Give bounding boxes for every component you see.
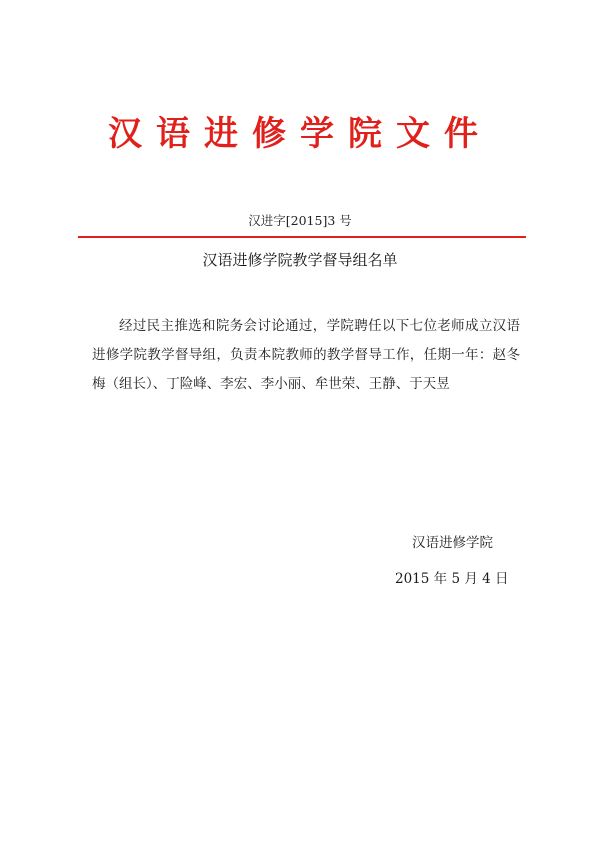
header-divider bbox=[78, 236, 526, 238]
document-body: 经过民主推选和院务会讨论通过，学院聘任以下七位老师成立汉语进修学院教学督导组，负责本院教师的教学督导工作，任期一年：赵冬梅（组长）、丁险峰、李宏、李小丽、牟世荣、王静、于天昱 bbox=[92, 318, 520, 392]
signature-date: 2015 年 5 月 4 日 bbox=[395, 571, 509, 587]
signature-organization: 汉语进修学院 bbox=[412, 535, 493, 551]
document-number: 汉进字[2015]3 号 bbox=[248, 213, 352, 228]
document-header-title: 汉语进修学院文件 bbox=[108, 114, 492, 154]
document-title: 汉语进修学院教学督导组名单 bbox=[202, 251, 398, 269]
